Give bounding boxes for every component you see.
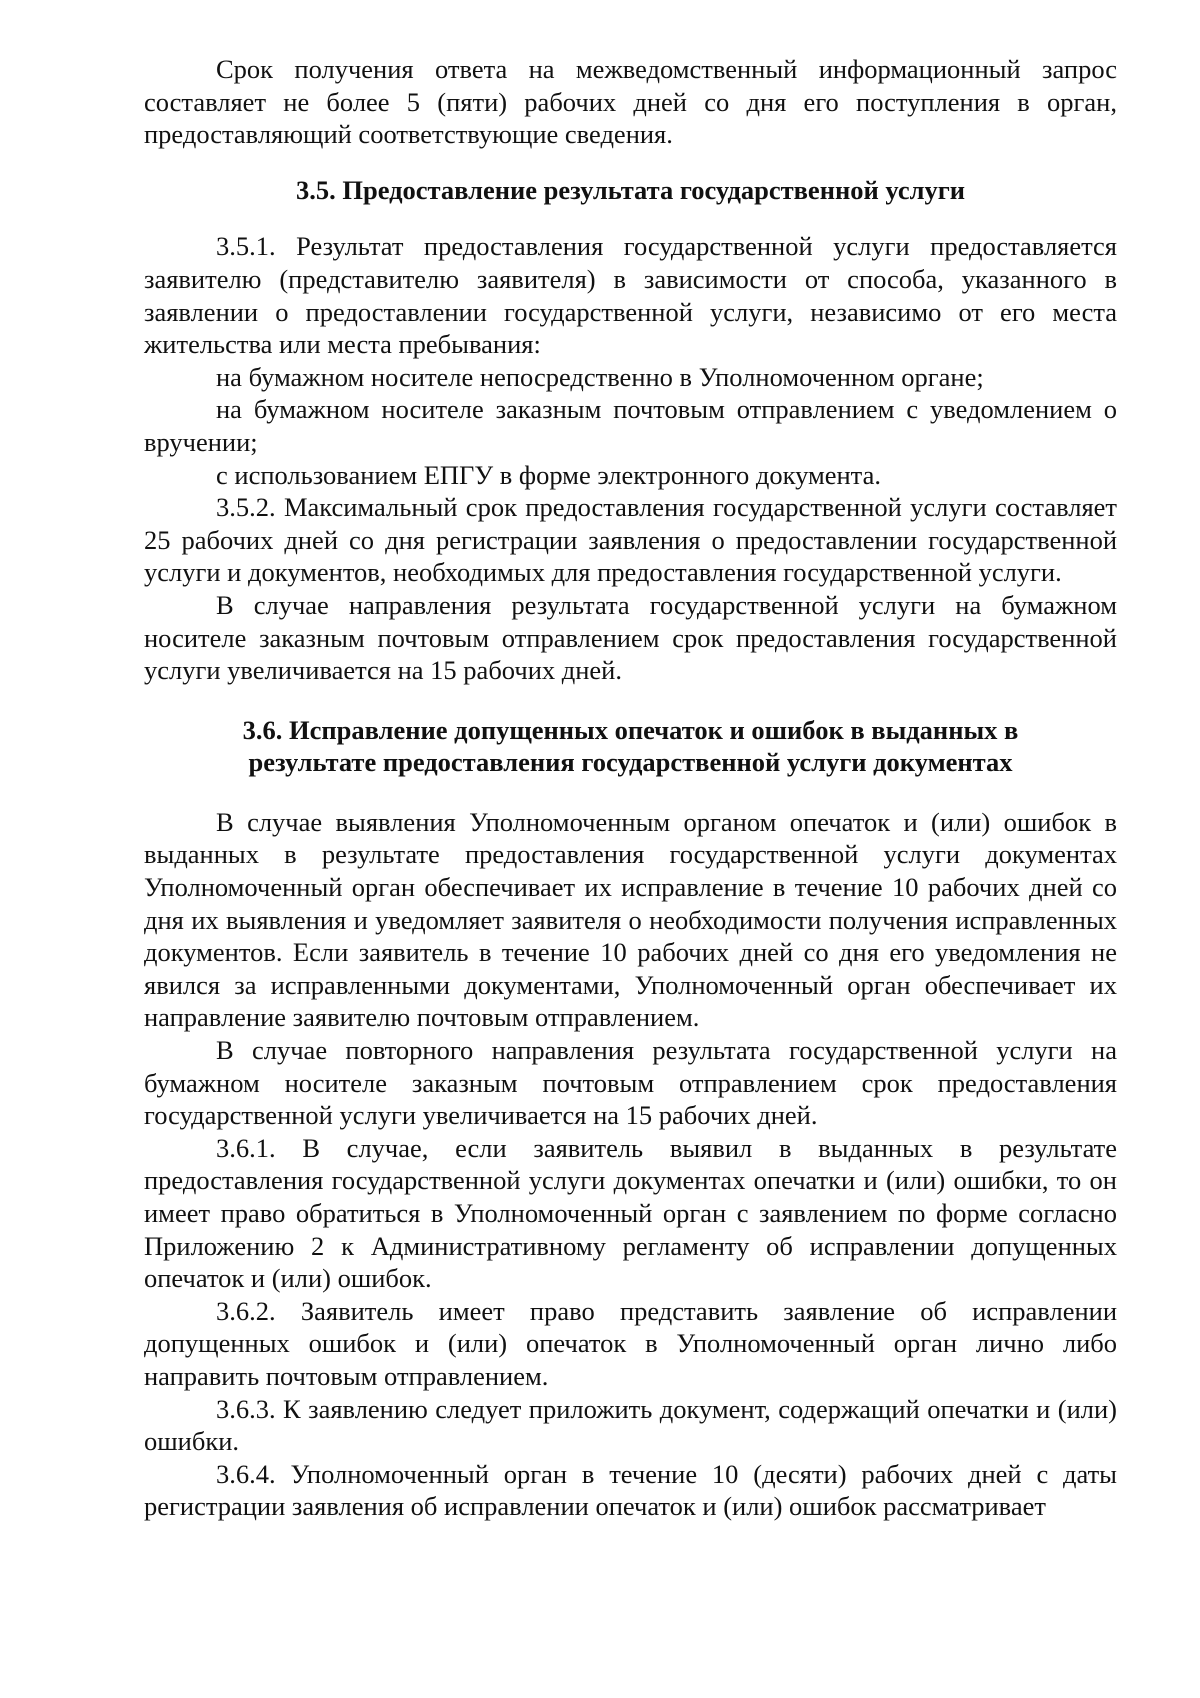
list-item-registered-mail: на бумажном носителе заказным почтовым отправлением с уведомлением о вручении; [144,394,1117,457]
paragraph-3-6-2: 3.6.2. Заявитель имеет право представить заявление об исправлении допущенных ошибок и (или) опечаток в Уполномоченный орган лично либо направить почтовым отправлением. [144,1295,1117,1391]
section-3-6-heading [144,714,1117,779]
intro-paragraph: Срок получения ответа на межведомственный информационный запрос составляет не более 5 (пяти) рабочих дней со дня его поступления в орган, предоставляющий соответствующие сведения. [144,54,1117,150]
paragraph-repeat-sending: В случае повторного направления результата государственной услуги на бумажном носителе заказным почтовым отправлением срок предоставления государственной услуги увеличивается на 15 рабочих дней. [144,1035,1117,1131]
paragraph-3-5-1: 3.5.1. Результат предоставления государственной услуги предоставляется заявителю (представителю заявителя) в зависимости от способа, указанного в заявлении о предоставлении государственной услуги, независимо от его места жительства или места пребывания: [144,231,1117,360]
paragraph-3-5-2: 3.5.2. Максимальный срок предоставления государственной услуги составляет 25 рабочих дней со дня регистрации заявления о предоставлении государственной услуги и документов, необходимых для предоставления государственной услуги. [144,492,1117,588]
paragraph-postal-extension: В случае направления результата государственной услуги на бумажном носителе заказным почтовым отправлением срок предоставления государственной услуги увеличивается на 15 рабочих дней. [144,589,1117,686]
section-3-6-heading-line2: результате предоставления государственной услуги документах [248,747,1013,778]
document-page [144,53,1117,1523]
paragraph-3-6-4: 3.6.4. Уполномоченный орган в течение 10 (десяти) рабочих дней с даты регистрации заявления об исправлении опечаток и (или) ошибок рассматривает [144,1458,1117,1522]
list-item-epgu: с использованием ЕПГУ в форме электронного документа. [216,459,881,490]
paragraph-3-6-3: 3.6.3. К заявлению следует приложить документ, содержащий опечатки и (или) ошибки. [144,1393,1117,1457]
list-item-paper-in-office: на бумажном носителе непосредственно в Уполномоченном органе; [216,361,984,392]
paragraph-3-6-1: 3.6.1. В случае, если заявитель выявил в выданных в результате предоставления государственной услуги документах опечатки и (или) ошибки, то он имеет право обратиться в Уполномоченный орган с заявлением по форме согласно Приложению 2 к Административному регламенту об исправлении допущенных опечаток и (или) ошибок. [144,1132,1117,1294]
section-3-5-heading: 3.5. Предоставление результата государственной услуги [296,174,965,205]
paragraph-error-detection: В случае выявления Уполномоченным органом опечаток и (или) ошибок в выданных в результате предоставления государственной услуги документах Уполномоченный орган обеспечивает их исправление в течение 10 рабочих дней со дня их выявления и уведомляет заявителя о необходимости получения исправленных документов. Если заявитель в течение 10 рабочих дней со дня его уведомления не явился за исправленными документами, Уполномоченный орган обеспечивает их направление заявителю почтовым отправлением. [144,806,1117,1033]
section-3-6-heading-line1: 3.6. Исправление допущенных опечаток и ошибок в выданных в [242,714,1019,745]
